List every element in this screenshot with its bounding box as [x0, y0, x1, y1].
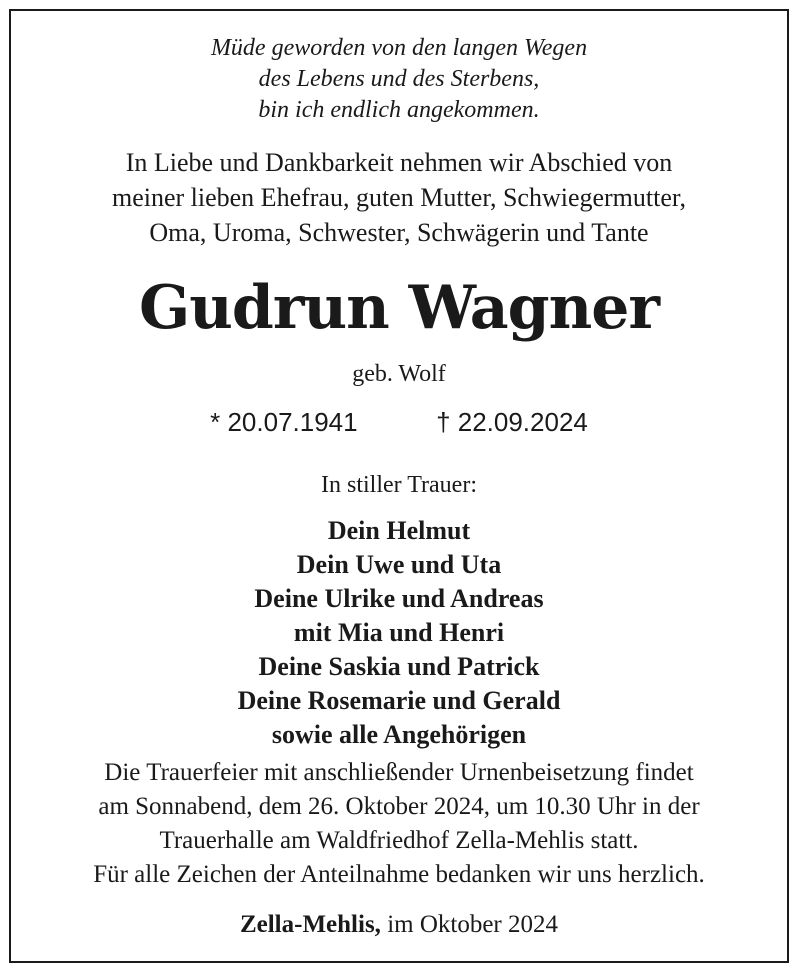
life-dates: [11, 407, 787, 438]
closing-line-1: Die Trauerfeier mit anschließender Urnenbeisetzung findet: [104, 759, 694, 786]
family-line-7: sowie alle Angehörigen: [271, 720, 527, 749]
closing-line-3: Trauerhalle am Waldfriedhof Zella-Mehlis statt.: [159, 827, 639, 854]
obituary-notice: [11, 11, 787, 961]
signoff: [11, 911, 787, 939]
birth-date: * 20.07.1941: [210, 407, 358, 437]
intro-line-2: meiner lieben Ehefrau, guten Mutter, Schwiegermutter,: [111, 183, 687, 212]
family-line-6: Deine Rosemarie und Gerald: [237, 686, 561, 715]
family-line-2: Dein Uwe und Uta: [296, 550, 502, 579]
closing-line-4: Für alle Zeichen der Anteilnahme bedanken wir uns herzlich.: [93, 861, 705, 888]
signoff-place: Zella-Mehlis,: [239, 911, 381, 938]
intro-line-1: In Liebe und Dankbarkeit nehmen wir Abschied von: [125, 148, 673, 177]
motto-line-3: bin ich endlich angekommen.: [258, 97, 540, 123]
family-line-1: Dein Helmut: [327, 516, 471, 545]
death-date: † 22.09.2024: [436, 407, 588, 437]
signoff-date: im Oktober 2024: [387, 911, 559, 938]
deceased-name: Gudrun Wagner: [139, 273, 659, 343]
closing-line-2: am Sonnabend, dem 26. Oktober 2024, um 10.30 Uhr in der: [98, 793, 700, 820]
motto-line-2: des Lebens und des Sterbens,: [258, 66, 540, 92]
mourning-label: In stiller Trauer:: [321, 472, 477, 498]
notice-frame: [9, 9, 789, 963]
intro-line-3: Oma, Uroma, Schwester, Schwägerin und Tante: [149, 218, 649, 247]
family-line-5: Deine Saskia und Patrick: [258, 652, 540, 681]
family-line-3: Deine Ulrike und Andreas: [254, 584, 544, 613]
motto-line-1: Müde geworden von den langen Wegen: [210, 35, 588, 61]
born-name: geb. Wolf: [352, 361, 446, 387]
family-line-4: mit Mia und Henri: [293, 618, 505, 647]
